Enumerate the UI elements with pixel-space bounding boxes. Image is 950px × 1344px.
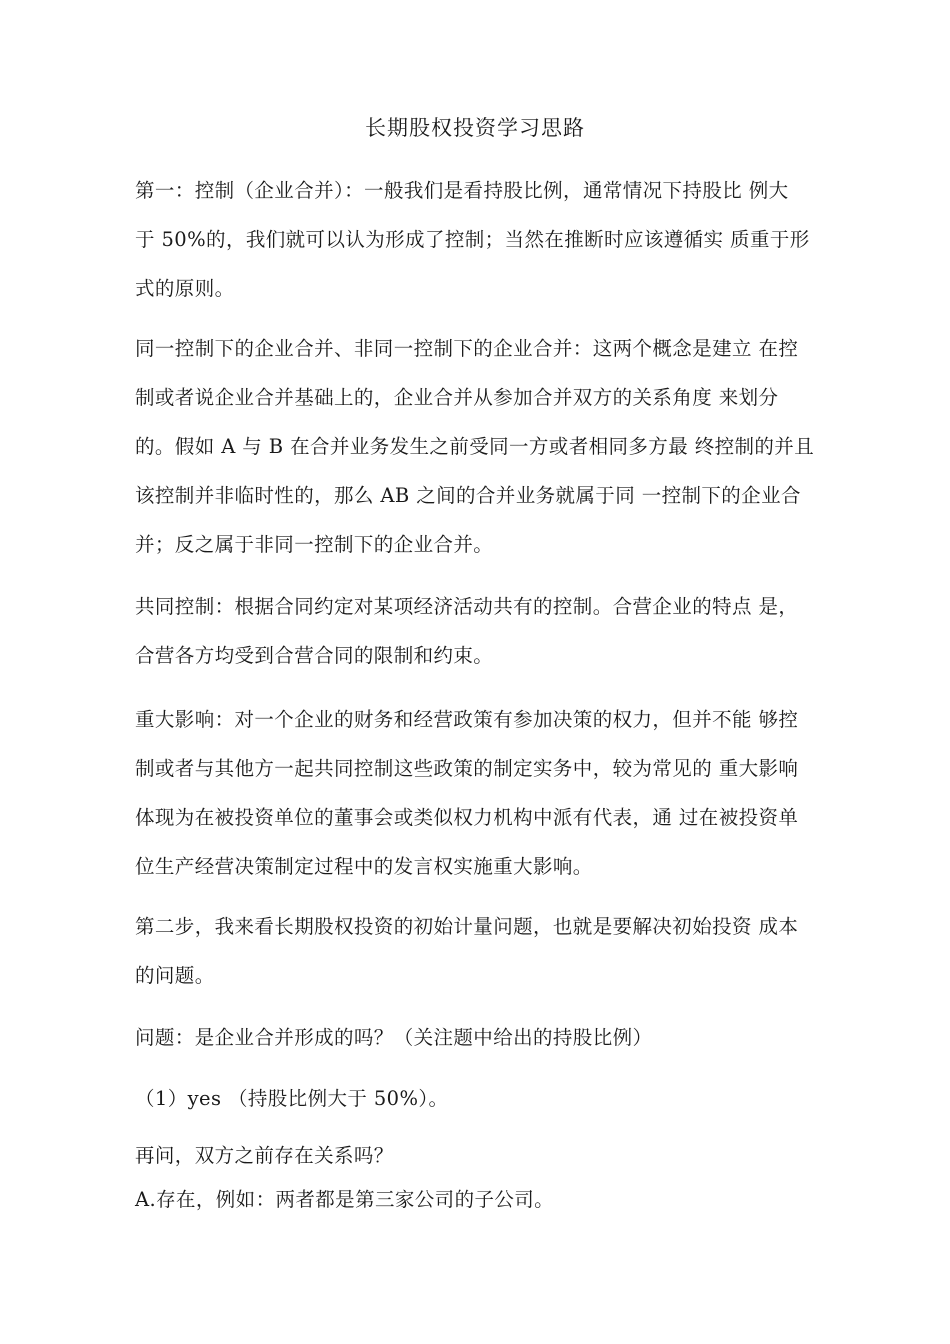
paragraph-joint-control [135,582,825,680]
text-line: 问题：是企业合并形成的吗？（关注题中给出的持股比例） [135,1026,653,1049]
document-title: 长期股权投资学习思路 [365,116,585,140]
text-line: 的问题。 [135,964,215,987]
text-line: 体现为在被投资单位的董事会或类似权力机构中派有代表，通 过在被投资单 [135,806,799,829]
text-line: 重大影响：对一个企业的财务和经营政策有参加决策的权力，但并不能 够控 [135,708,799,731]
text-line: 式的原则。 [135,277,235,300]
text-line: 第一：控制（企业合并）：一般我们是看持股比例，通常情况下持股比 例大 [135,179,789,202]
text-line: 的。假如 A 与 B 在合并业务发生之前受同一方或者相同多方最 终控制的并且 [135,435,815,458]
paragraph-significant-influence [135,695,825,891]
text-line: 合营各方均受到合营合同的限制和约束。 [135,644,494,667]
text-line: A.存在，例如：两者都是第三家公司的子公司。 [135,1188,555,1211]
paragraph-business-combination [135,324,825,569]
text-line: 位生产经营决策制定过程中的发言权实施重大影响。 [135,855,593,878]
text-line: 第二步，我来看长期股权投资的初始计量问题，也就是要解决初始投资 成本 [135,915,799,938]
text-line: 并；反之属于非同一控制下的企业合并。 [135,533,494,556]
text-line: 共同控制：根据合同约定对某项经济活动共有的控制。合营企业的特点 是， [135,595,799,618]
text-line: 制或者说企业合并基础上的，企业合并从参加合并双方的关系角度 来划分 [135,386,779,409]
paragraph-control [135,166,825,313]
text-line: 该控制并非临时性的，那么 AB 之间的合并业务就属于同 一控制下的企业合 [135,484,801,507]
paragraph-follow-up-question [135,1137,825,1175]
paragraph-question [135,1013,825,1062]
text-line: 制或者与其他方一起共同控制这些政策的制定实务中，较为常见的 重大影响 [135,757,799,780]
paragraph-step-two [135,902,825,1000]
text-line: 于 50%的，我们就可以认为形成了控制；当然在推断时应该遵循实 质重于形 [135,228,810,251]
text-line: （1）yes （持股比例大于 50%）。 [135,1087,449,1110]
paragraph-option-a [135,1181,825,1219]
text-line: 同一控制下的企业合并、非同一控制下的企业合并：这两个概念是建立 在控 [135,337,799,360]
text-line: 再问，双方之前存在关系吗？ [135,1144,394,1167]
paragraph-answer-yes [135,1074,825,1123]
